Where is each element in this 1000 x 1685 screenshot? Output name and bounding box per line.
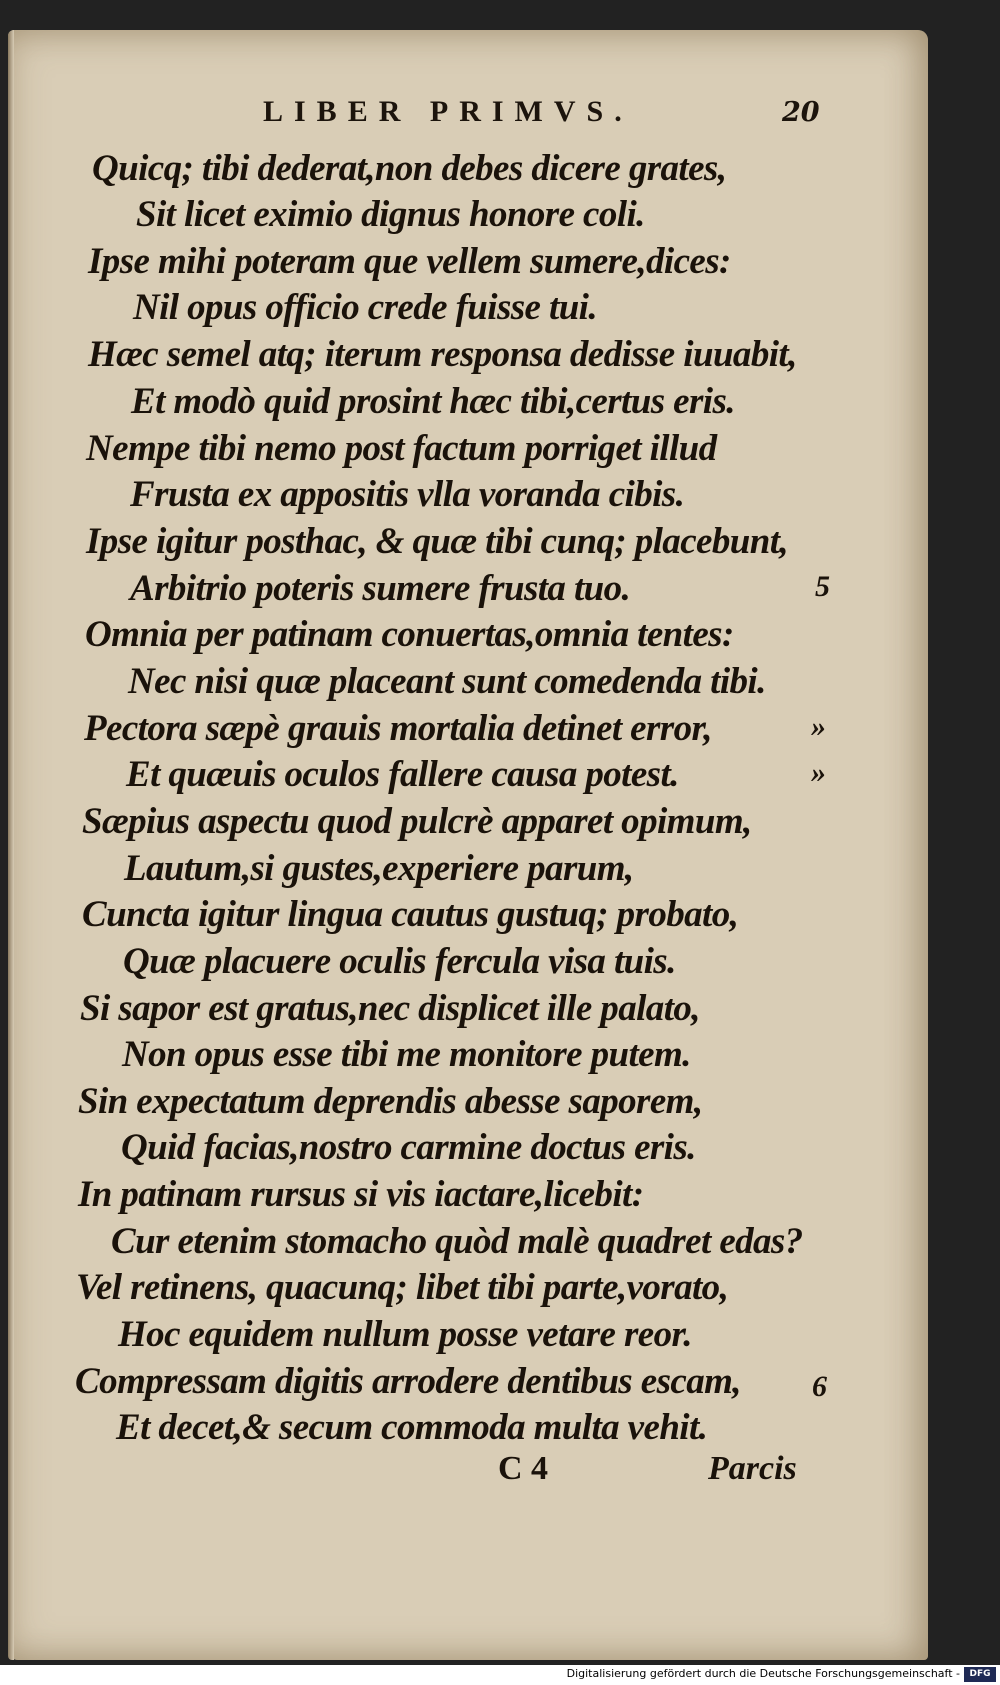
verse-line: Omnia per patinam conuertas,omnia tentes: [85, 614, 734, 655]
verse-line: Frusta ex appositis vlla voranda cibis. [130, 474, 685, 515]
verse-line: Vel retinens, quacunq; libet tibi parte,vorato, [76, 1267, 729, 1308]
verse-line: Lautum,si gustes,experiere parum, [124, 848, 634, 889]
verse-line: Nil opus officio crede fuisse tui. [133, 287, 598, 328]
verse-line: Compressam digitis arrodere dentibus escam, [75, 1361, 741, 1402]
catchword: Parcis [708, 1450, 797, 1487]
signature-mark: C 4 [498, 1450, 549, 1487]
verse-line: Et modò quid prosint hæc tibi,certus eris. [131, 381, 735, 422]
verse-line: In patinam rursus si vis iactare,licebit: [78, 1174, 644, 1215]
margin-line-number-5: 5 [815, 570, 830, 603]
footer-credit: Digitalisierung gefördert durch die Deutsche Forschungsgemeinschaft - [566, 1667, 960, 1680]
verse-line: Nec nisi quæ placeant sunt comedenda tibi. [128, 661, 766, 702]
verse-line: Arbitrio poteris sumere frusta tuo. [130, 568, 631, 609]
verse-line: Ipse igitur posthac, & quæ tibi cunq; placebunt, [86, 521, 789, 562]
verse-line: Sin expectatum deprendis abesse saporem, [78, 1081, 703, 1122]
verse-block [8, 30, 928, 1660]
digitization-footer [0, 1665, 1000, 1685]
margin-quote-mark: » [811, 710, 826, 743]
dfg-logo: DFG [964, 1667, 996, 1682]
verse-line: Et decet,& secum commoda multa vehit. [116, 1407, 708, 1448]
running-head-title: LIBER PRIMVS. [263, 95, 633, 128]
verse-line: Hæc semel atq; iterum responsa dedisse iuuabit, [88, 334, 797, 375]
verse-line: Pectora sæpè grauis mortalia detinet error, [84, 708, 712, 749]
verse-line: Non opus esse tibi me monitore putem. [122, 1034, 691, 1075]
verse-line: Cur etenim stomacho quòd malè quadret edas? [111, 1221, 803, 1262]
verse-line: Hoc equidem nullum posse vetare reor. [118, 1314, 692, 1355]
verse-line: Nempe tibi nemo post factum porriget illud [86, 428, 717, 469]
verse-line: Quæ placuere oculis fercula visa tuis. [123, 941, 676, 982]
verse-line: Sit licet eximio dignus honore coli. [136, 194, 645, 235]
verse-line: Quicq; tibi dederat,non debes dicere grates, [92, 148, 727, 189]
verse-line: Cuncta igitur lingua cautus gustuq; probato, [82, 894, 739, 935]
margin-quote-mark: » [811, 756, 826, 789]
folio-number: 20 [782, 97, 820, 128]
verse-line: Si sapor est gratus,nec displicet ille palato, [80, 988, 700, 1029]
verse-line: Sæpius aspectu quod pulcrè apparet opimum, [82, 801, 752, 842]
verse-line: Quid facias,nostro carmine doctus eris. [121, 1127, 696, 1168]
verse-line: Ipse mihi poteram que vellem sumere,dices: [88, 241, 731, 282]
margin-line-number-6: 6 [812, 1370, 827, 1403]
verse-line: Et quæuis oculos fallere causa potest. [126, 754, 679, 795]
book-page [8, 30, 928, 1660]
